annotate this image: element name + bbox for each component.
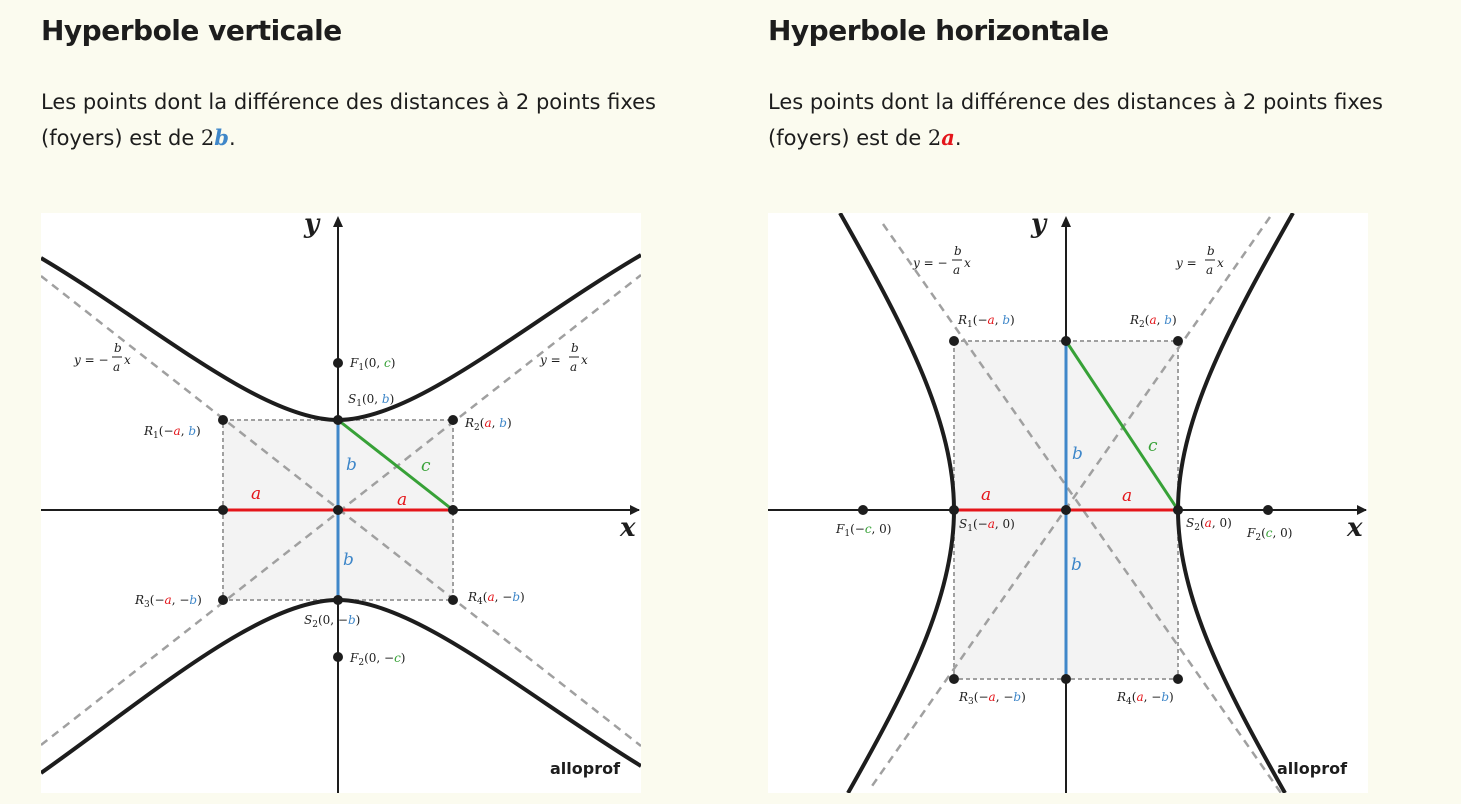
point-r3 <box>949 674 959 684</box>
point-f2 <box>333 652 343 662</box>
y-axis-label: y <box>1031 213 1047 239</box>
label-r2: $R_2(a$, b) <box>1130 313 1177 330</box>
label-r3: $R_3(-a$, −b) <box>959 690 1026 707</box>
x-axis-label: x <box>1347 513 1363 543</box>
x-axis-label: x <box>620 513 636 543</box>
point-f2 <box>1263 505 1273 515</box>
horizontal-hyperbola-svg <box>768 213 1368 793</box>
svg-text:y = −: y = − <box>913 256 948 270</box>
horizontal-description-number: 2 <box>927 126 942 150</box>
svg-text:x: x <box>964 256 971 270</box>
vertical-description-end: . <box>228 126 236 150</box>
label-r1: $R_1(-a$, b) <box>958 313 1015 330</box>
label-f1: $F_1(0$, c) <box>350 356 396 373</box>
label-r4: $R_4(a$, −b) <box>1117 690 1174 707</box>
horizontal-title: Hyperbole horizontale <box>768 14 1109 47</box>
point-r4 <box>1173 674 1183 684</box>
vertical-description <box>41 84 731 156</box>
point-r1 <box>949 336 959 346</box>
point-bottom-vertex <box>1061 674 1071 684</box>
svg-text:x: x <box>124 353 131 367</box>
segment-b-bottom-label: b <box>1071 555 1082 575</box>
point-r4 <box>448 595 458 605</box>
alloprof-logo: alloprof <box>1277 759 1348 778</box>
y-axis-arrow-icon <box>1061 216 1071 227</box>
point-right-vertex <box>448 505 458 515</box>
hyperbola-upper-branch <box>41 255 641 420</box>
horizontal-description-end: . <box>954 126 962 150</box>
asymptote-left-equation <box>73 341 131 374</box>
vertical-hyperbola-svg <box>41 213 641 793</box>
point-s1 <box>949 505 959 515</box>
svg-text:x: x <box>581 353 588 367</box>
asymptote-right-equation <box>539 341 588 374</box>
svg-text:a: a <box>570 360 578 374</box>
asymptote-left-equation <box>912 244 971 277</box>
point-s2 <box>1173 505 1183 515</box>
point-top-vertex <box>1061 336 1071 346</box>
segment-b-bottom-label: b <box>343 550 354 570</box>
svg-text:a: a <box>113 360 121 374</box>
y-axis-arrow-icon <box>333 216 343 227</box>
label-r2: $R_2(a$, b) <box>465 416 512 433</box>
segment-a-left-label: a <box>981 485 992 505</box>
svg-text:b: b <box>954 244 962 258</box>
svg-text:b: b <box>1207 244 1215 258</box>
point-r2 <box>1173 336 1183 346</box>
point-center <box>1061 505 1071 515</box>
svg-text:b: b <box>114 341 122 355</box>
svg-text:b: b <box>571 341 579 355</box>
segment-a-left-label: a <box>251 484 262 504</box>
horizontal-hyperbola-diagram <box>768 213 1368 793</box>
label-s2: $S_2(a$, 0) <box>1186 516 1232 533</box>
segment-a-right-label: a <box>397 490 408 510</box>
point-center <box>333 505 343 515</box>
svg-text:a: a <box>1206 263 1214 277</box>
y-axis-label: y <box>304 213 320 239</box>
label-r4: $R_4(a$, −b) <box>468 590 525 607</box>
segment-c-label: c <box>421 456 431 476</box>
segment-c-label: c <box>1148 436 1158 456</box>
point-f1 <box>858 505 868 515</box>
vertical-description-number: 2 <box>200 126 215 150</box>
label-f2: $F_2(0$, −c) <box>350 651 406 668</box>
label-r3: $R_3(-a$, −b) <box>135 593 202 610</box>
label-s2: $S_2(0$, −b) <box>304 613 361 630</box>
label-s1: $S_1(0$, b) <box>348 392 395 409</box>
svg-text:y =: y = <box>1176 256 1197 270</box>
horizontal-description-variable: a <box>941 125 955 150</box>
svg-text:x: x <box>1217 256 1224 270</box>
label-f2: $F_2(c$, 0) <box>1247 526 1293 543</box>
vertical-hyperbola-diagram <box>41 213 641 793</box>
point-r3 <box>218 595 228 605</box>
alloprof-logo: alloprof <box>550 759 621 778</box>
point-r2 <box>448 415 458 425</box>
segment-a-right-label: a <box>1122 486 1133 506</box>
point-s1 <box>333 415 343 425</box>
label-r1: $R_1(-a$, b) <box>144 424 201 441</box>
horizontal-description <box>768 84 1458 156</box>
segment-b-top-label: b <box>346 455 357 475</box>
vertical-description-variable: b <box>214 125 229 150</box>
label-f1: $F_1(-c$, 0) <box>836 522 892 539</box>
hyperbola-right-branch <box>1178 213 1293 793</box>
point-r1 <box>218 415 228 425</box>
segment-b-top-label: b <box>1072 444 1083 464</box>
asymptote-right-equation <box>1175 244 1224 277</box>
point-left-vertex <box>218 505 228 515</box>
vertical-description-text: Les points dont la différence des distances à 2 points fixes (foyers) est de <box>41 90 656 150</box>
svg-text:y = −: y = − <box>74 353 109 367</box>
point-s2 <box>333 595 343 605</box>
label-s1: $S_1(-a$, 0) <box>959 517 1015 534</box>
vertical-title: Hyperbole verticale <box>41 14 342 47</box>
svg-text:y =: y = <box>540 353 561 367</box>
hyperbola-left-branch <box>840 213 954 793</box>
point-f1 <box>333 358 343 368</box>
horizontal-description-text: Les points dont la différence des distances à 2 points fixes (foyers) est de <box>768 90 1383 150</box>
svg-text:a: a <box>953 263 961 277</box>
